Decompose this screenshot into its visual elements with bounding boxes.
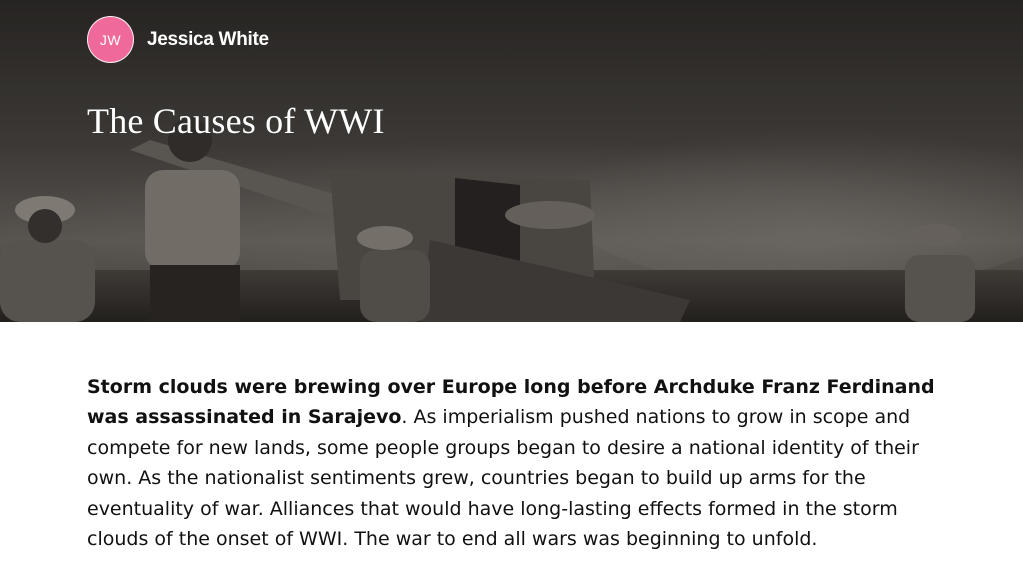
article-paragraph — [87, 372, 947, 554]
avatar-initials: JW — [99, 31, 122, 48]
lead-text: Storm clouds were brewing over Europe long before Archduke Franz Ferdinand was assassinated in Sarajevo — [87, 376, 935, 429]
avatar[interactable] — [87, 16, 134, 63]
author-name[interactable]: Jessica White — [147, 28, 269, 50]
page-title: The Causes of WWI — [87, 101, 385, 141]
author-byline[interactable] — [87, 16, 269, 63]
article-content — [0, 372, 1023, 554]
body-text: . As imperialism pushed nations to grow in scope and compete for new lands, some people groups began to desire a national identity of their own. As the nationalist sentiments grew, countries began to build up arms for the eventuality of war. Alliances that would have long-lasting effects formed in the storm clouds of the onset of WWI. The war to end all wars was beginning to unfold. — [87, 406, 919, 551]
